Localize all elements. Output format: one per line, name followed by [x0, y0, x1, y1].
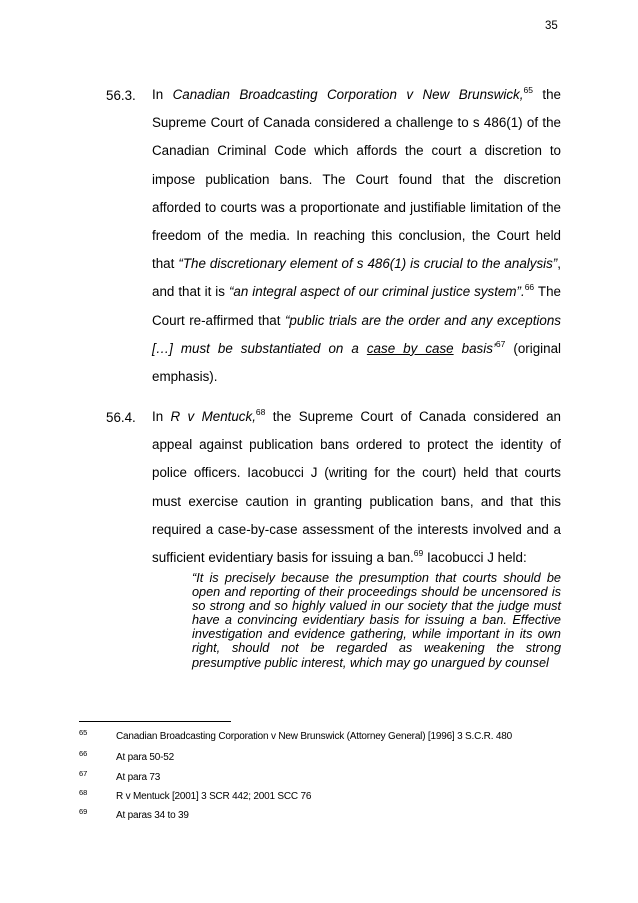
footnote-text: Canadian Broadcasting Corporation v New Brunswick (Attorney General) [1996] 3 S.C.R. 480 [116, 731, 512, 742]
footnote-separator [79, 721, 231, 722]
underlined-emphasis: case by case [366, 340, 454, 356]
italic-text: Canadian Broadcasting Corporation v New Brunswick, [172, 87, 524, 102]
footnote-reference: 66 [524, 282, 535, 293]
footnote-reference: 68 [255, 407, 266, 417]
footnote-text: At paras 34 to 39 [116, 810, 189, 821]
block-quote: “It is precisely because the presumption that courts should be open and reporting of their proceedings should be uncensored is so strong and so highly valued in our society that the judge must have a convincing evidentiary basis for issuing a ban. Effective investigation and evidence gathering, while important in its own right, should not be regarded as weakening the strong presumptive public interest, which may go unargued by counsel [192, 571, 561, 670]
italic-text: R v Mentuck, [170, 409, 256, 424]
italic-text: basis’ [453, 340, 496, 356]
italic-text: “public trials are the order and any exceptions […] must be substantiated on a [152, 312, 561, 356]
footnote-reference: 65 [523, 85, 533, 95]
footnote-number: 65 [79, 728, 88, 737]
footnote-text: R v Mentuck [2001] 3 SCR 442; 2001 SCC 76 [116, 791, 312, 802]
paragraph-56-4 [152, 403, 561, 572]
text-run: (original emphasis). [152, 340, 561, 385]
paragraph-number: 56.3. [106, 88, 136, 103]
footnote-reference: 67 [495, 338, 506, 349]
text-run: Iacobucci J held: [423, 550, 527, 566]
page-number: 35 [545, 20, 558, 32]
text-run: the Supreme Court of Canada considered an appeal against publication bans ordered to protect the identity of police officers. Iacobucci J (writing for the court) held that courts must exercise caution in granting publication bans, and that this required a case-by-case assessment of the interests involved and a sufficient evidentiary basis for issuing a ban. [152, 409, 561, 566]
text-run: In [152, 87, 173, 102]
footnote-number: 68 [79, 788, 88, 797]
text-run: the Supreme Court of Canada considered a challenge to s 486(1) of the Canadian Criminal Code which affords the court a discretion to impose publication bans. The Court found that the discretion afforded to courts was a proportionate and justifiable limitation of the freedom of the media. In reaching this conclusion, the Court held that [152, 87, 562, 272]
paragraph-number: 56.4. [106, 410, 136, 425]
footnote-number: 67 [79, 769, 88, 778]
italic-text: “an integral aspect of our criminal justice system”. [228, 284, 525, 300]
footnote-number: 69 [79, 807, 88, 816]
text-run: In [152, 409, 171, 424]
italic-text: “The discretionary element of s 486(1) is crucial to the analysis” [178, 256, 558, 272]
footnote-reference: 69 [413, 548, 424, 559]
footnote-text: At para 50-52 [116, 752, 174, 763]
text-run: , and that it is [152, 256, 562, 300]
text-run: The Court re-affirmed that [152, 284, 561, 328]
footnote-text: At para 73 [116, 772, 161, 783]
footnote-number: 66 [79, 749, 88, 758]
paragraph-56-3 [152, 81, 561, 391]
